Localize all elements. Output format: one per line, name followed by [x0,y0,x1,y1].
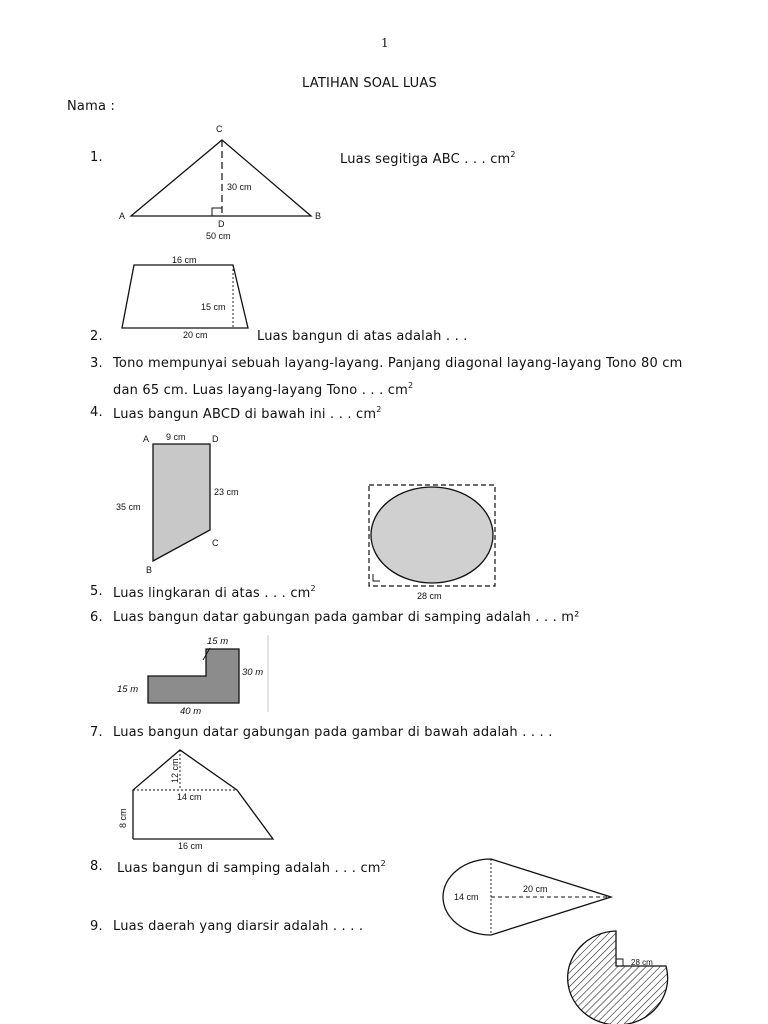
lshape-right-label: 30 m [242,667,264,678]
trapezoid-top-label: 16 cm [172,255,197,265]
q5-number: 5. [90,584,103,599]
sector-radius-label: 28 cm [631,958,653,967]
q3-number: 3. [90,356,103,371]
circle-figure [369,485,495,601]
triangle-figure [119,124,321,241]
abcd-right-label: 23 cm [214,487,239,497]
q4-sup: 2 [376,405,382,414]
trapezoid-bottom-label: 20 cm [183,330,208,340]
sector-corner-mark [616,959,623,966]
trapezoid-shape [122,265,248,328]
q5-text-main: Luas lingkaran di atas . . . cm [113,586,311,601]
lshape-left-label: 15 m [117,684,139,695]
vertex-d-label: D [218,219,225,229]
lshape-bottom-label: 40 m [180,706,202,717]
q1-text-main: Luas segitiga ABC . . . cm [340,152,511,167]
q2-text: Luas bangun di atas adalah . . . [257,329,468,344]
q8-sup: 2 [380,859,386,868]
house-outline [133,750,273,839]
abcd-a-label: A [143,434,150,444]
lshape-shape [148,649,239,703]
q9-number: 9. [90,919,103,934]
abcd-b-label: B [146,565,153,575]
q3-line2-main: dan 65 cm. Luas layang-layang Tono . . . cm [113,383,408,398]
trapezoid-height-label: 15 cm [201,302,226,312]
q7-number: 7. [90,725,103,740]
q7-text: Luas bangun datar gabungan pada gambar di bawah adalah . . . . [113,725,553,740]
house-tri-height-label: 12 cm [170,758,180,783]
triangle-height-label: 30 cm [227,182,252,192]
q5-sup: 2 [310,584,316,593]
kite-length-label: 20 cm [523,884,548,894]
q6-number: 6. [90,610,103,625]
abcd-shape [153,444,210,561]
q6-text: Luas bangun datar gabungan pada gambar di samping adalah . . . m² [113,610,580,625]
q4-number: 4. [90,405,103,420]
q9-text: Luas daerah yang diarsir adalah . . . . [113,919,364,934]
page-number: 1 [381,36,389,50]
trapezoid-figure [122,255,248,340]
triangle-shape [131,140,311,216]
lshape-top-label: 15 m [207,636,229,647]
abcd-left-label: 35 cm [116,502,141,512]
q3-sup: 2 [407,381,414,390]
sector-shape [568,931,668,1024]
house-figure [118,750,273,851]
kite-diameter-label: 14 cm [454,892,479,902]
q1-number: 1. [90,150,103,165]
q8-text-main: Luas bangun di samping adalah . . . cm [117,861,381,876]
house-bottom-label: 16 cm [178,841,203,851]
abcd-top-label: 9 cm [166,432,186,442]
kite-figure [443,859,611,935]
q4-text-main: Luas bangun ABCD di bawah ini . . . cm [113,407,377,422]
circle-side-label: 28 cm [417,591,442,601]
q2-number: 2. [90,329,103,344]
lshape-figure [117,635,268,717]
abcd-figure [116,432,239,575]
q3-text-line1: Tono mempunyai sebuah layang-layang. Panjang diagonal layang-layang Tono 80 cm [113,356,683,371]
name-label: Nama : [67,99,116,114]
circle-shape [371,487,493,583]
triangle-base-label: 50 cm [206,231,231,241]
vertex-b-label: B [315,211,322,221]
abcd-c-label: C [212,538,219,548]
vertex-c-label: C [216,124,223,134]
page-title: LATIHAN SOAL LUAS [302,76,437,91]
vertex-a-label: A [119,211,126,221]
q8-number: 8. [90,859,103,874]
right-angle-mark [212,208,222,216]
house-mid-label: 14 cm [177,792,202,802]
circle-corner-mark [373,574,380,581]
sector-figure [568,931,668,1024]
q1-sup: 2 [510,150,516,159]
house-rect-height-label: 8 cm [118,808,128,828]
abcd-d-label: D [212,434,219,444]
